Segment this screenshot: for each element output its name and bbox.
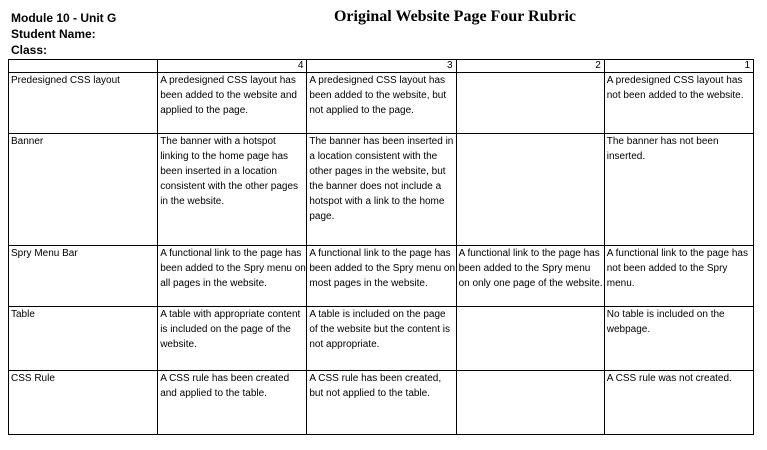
table-row [9, 307, 754, 371]
rubric-table [8, 59, 754, 435]
criterion-cell: Spry Menu Bar [9, 246, 158, 307]
rubric-cell [456, 73, 604, 134]
criterion-cell: Table [9, 307, 158, 371]
rubric-cell: A CSS rule was not created. [604, 371, 753, 435]
rubric-cell: A predesigned CSS layout has been added to the website, but not applied to the page. [307, 73, 456, 134]
rubric-cell: A table with appropriate content is included on the page of the website. [158, 307, 307, 371]
table-row [9, 371, 754, 435]
class-label: Class: [11, 43, 48, 57]
rubric-cell: A predesigned CSS layout has been added to the website and applied to the page. [158, 73, 307, 134]
criterion-cell: Banner [9, 134, 158, 246]
rubric-cell: The banner with a hotspot linking to the home page has been inserted in a location consistent with the other pages in the website. [158, 134, 307, 246]
student-name-label: Student Name: [11, 27, 96, 41]
rubric-cell: A CSS rule has been created and applied to the table. [158, 371, 307, 435]
table-row [9, 73, 754, 134]
criterion-cell: CSS Rule [9, 371, 158, 435]
rubric-cell: A CSS rule has been created, but not applied to the table. [307, 371, 456, 435]
rubric-cell: A predesigned CSS layout has not been added to the website. [604, 73, 753, 134]
table-row [9, 246, 754, 307]
rubric-cell: No table is included on the webpage. [604, 307, 753, 371]
rubric-cell: A functional link to the page has been added to the Spry menu on all pages in the website. [158, 246, 307, 307]
rubric-cell [456, 134, 604, 246]
table-row [9, 134, 754, 246]
rubric-cell: A table is included on the page of the website but the content is not appropriate. [307, 307, 456, 371]
rubric-cell: The banner has been inserted in a location consistent with the other pages in the website, but the banner does not include a hotspot with a link to the home page. [307, 134, 456, 246]
rubric-cell: A functional link to the page has not been added to the Spry menu. [604, 246, 753, 307]
rubric-cell: A functional link to the page has been added to the Spry menu on most pages in the website. [307, 246, 456, 307]
rubric-cell [456, 307, 604, 371]
score-header-2: 2 [456, 60, 604, 73]
criterion-cell: Predesigned CSS layout [9, 73, 158, 134]
rubric-cell: The banner has not been inserted. [604, 134, 753, 246]
rubric-cell: A functional link to the page has been added to the Spry menu on only one page of the website. [456, 246, 604, 307]
module-label: Module 10 - Unit G [11, 11, 117, 25]
score-header-3: 3 [307, 60, 456, 73]
rubric-cell [456, 371, 604, 435]
header-criterion-cell [9, 60, 158, 73]
student-info-block [11, 10, 116, 58]
score-header-row [9, 60, 754, 73]
score-header-1: 1 [604, 60, 753, 73]
score-header-4: 4 [158, 60, 307, 73]
page-title: Original Website Page Four Rubric [333, 8, 577, 25]
